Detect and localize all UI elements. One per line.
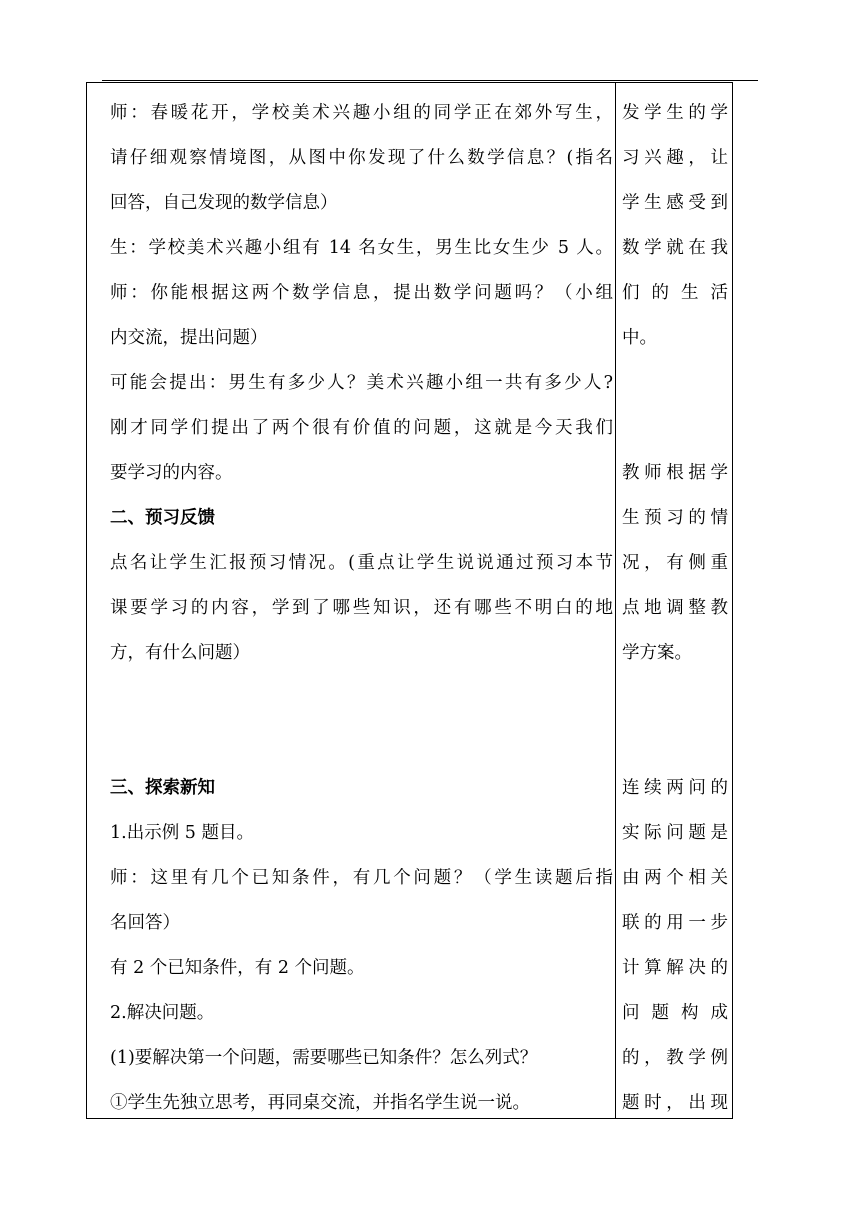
spacer — [110, 721, 613, 766]
column-divider — [615, 83, 616, 1118]
side-note-line: 联的用一步 — [622, 913, 728, 933]
side-note-line: 习兴趣，让 — [622, 148, 728, 168]
spacer — [622, 361, 728, 406]
side-note-line: 由两个相关 — [622, 868, 728, 888]
side-note-line: 实际问题是 — [622, 823, 728, 843]
header-rule — [102, 80, 758, 81]
body-line: ①学生先独立思考，再同桌交流，并指名学生说一说。 — [110, 1093, 530, 1113]
body-line: 方，有什么问题） — [110, 643, 250, 663]
side-note-line: 点地调整教 — [622, 598, 728, 618]
spacer — [110, 676, 613, 721]
body-line: 师：你能根据这两个数学信息，提出数学问题吗？（小组 — [110, 283, 613, 303]
side-note-line: 的，教学例 — [622, 1048, 728, 1068]
side-note-line: 教师根据学 — [622, 463, 728, 483]
body-line: 点名让学生汇报预习情况。(重点让学生说说通过预习本节 — [110, 553, 613, 573]
spacer — [622, 676, 728, 721]
body-line: 要学习的内容。 — [110, 463, 233, 483]
body-line: 内交流，提出问题） — [110, 328, 268, 348]
body-line: 课要学习的内容，学到了哪些知识，还有哪些不明白的地 — [110, 598, 613, 618]
side-note-line: 问 题 构 成 — [622, 1003, 728, 1023]
side-note-line: 计算解决的 — [622, 958, 728, 978]
side-note-line: 发学生的学 — [622, 103, 728, 123]
lesson-plan-table — [86, 82, 733, 1119]
design-intent-column — [622, 91, 728, 1126]
body-line: 请仔细观察情境图，从图中你发现了什么数学信息？(指名 — [110, 148, 613, 168]
body-line: 名回答） — [110, 913, 180, 933]
teaching-process-column — [110, 91, 613, 1126]
side-note-line: 生预习的情 — [622, 508, 728, 528]
spacer — [622, 406, 728, 451]
body-line: (1)要解决第一个问题，需要哪些已知条件？怎么列式？ — [110, 1048, 538, 1068]
body-line: 师：春暖花开，学校美术兴趣小组的同学正在郊外写生， — [110, 103, 613, 123]
side-note-line: 题时，出现 — [622, 1093, 728, 1113]
body-line: 2.解决问题。 — [110, 1003, 215, 1023]
side-note-line: 们 的 生 活 — [622, 283, 728, 303]
body-line: 刚才同学们提出了两个很有价值的问题，这就是今天我们 — [110, 418, 613, 438]
section-heading: 三、探索新知 — [110, 778, 215, 798]
body-line: 1.出示例 5 题目。 — [110, 823, 254, 843]
body-line: 回答，自己发现的数学信息） — [110, 193, 338, 213]
side-note-line: 况，有侧重 — [622, 553, 728, 573]
side-note-line: 连续两问的 — [622, 778, 728, 798]
side-note-line: 数学就在我 — [622, 238, 728, 258]
body-line: 师：这里有几个已知条件，有几个问题？（学生读题后指 — [110, 868, 613, 888]
side-note-line: 学生感受到 — [622, 193, 728, 213]
section-heading: 二、预习反馈 — [110, 508, 215, 528]
body-line: 可能会提出：男生有多少人？美术兴趣小组一共有多少人? — [110, 373, 613, 393]
side-note-line: 学方案。 — [622, 643, 692, 663]
body-line: 生：学校美术兴趣小组有 14 名女生，男生比女生少 5 人。 — [110, 238, 613, 258]
side-note-line: 中。 — [622, 328, 657, 348]
body-line: 有 2 个已知条件，有 2 个问题。 — [110, 958, 365, 978]
spacer — [622, 721, 728, 766]
